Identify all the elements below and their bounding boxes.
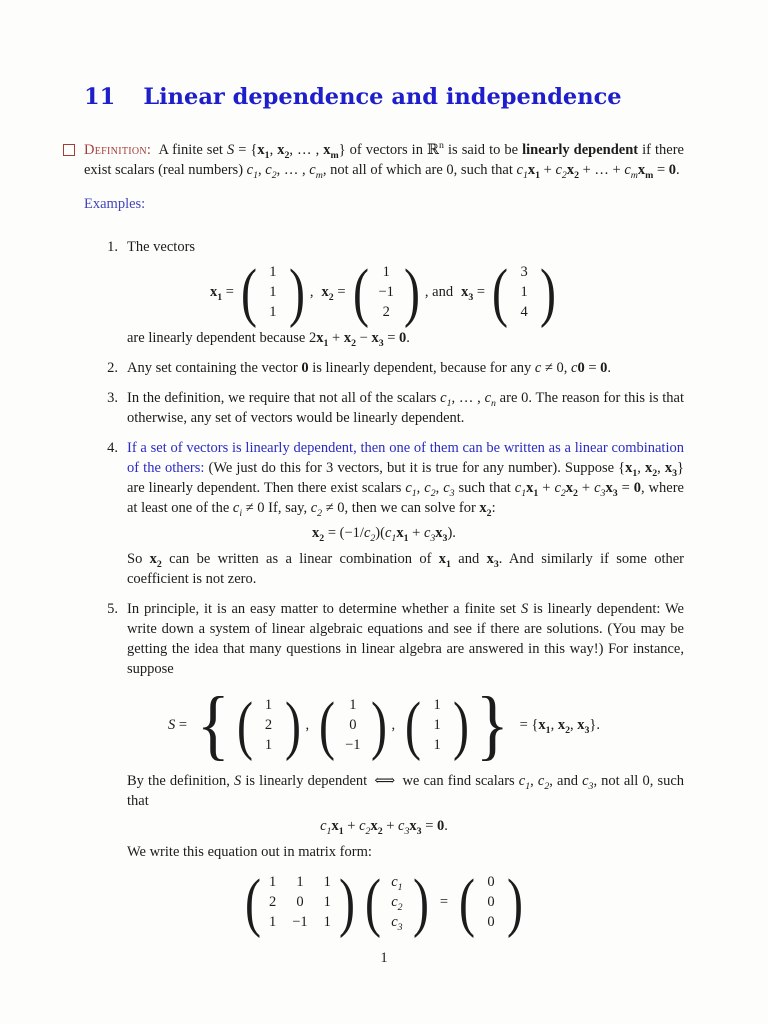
- text-segment: $x_2$: [370, 818, 383, 837]
- text-segment: 0: [600, 360, 608, 376]
- text-segment: is linearly dependent: We write down a system of linear algebraic equations and see if there are solutions. (You may be getting the idea that many questions in linear algebra are answered in this way!) For instance, suppose: [127, 601, 684, 677]
- text-segment: +: [382, 818, 399, 834]
- right-paren-icon: ): [540, 255, 557, 329]
- text-segment: $c_1$: [246, 162, 259, 181]
- text-segment: c: [571, 360, 578, 376]
- definition-paragraph: [84, 140, 684, 180]
- equation-display: [84, 523, 684, 543]
- text-segment: .: [607, 360, 612, 376]
- text-segment: }.: [589, 717, 600, 733]
- text-segment: $c_3$: [398, 818, 410, 837]
- text-segment: $c_2$: [537, 773, 550, 792]
- text-segment: ≠ 0, then we can solve for: [322, 500, 480, 516]
- vector-column: [255, 695, 283, 755]
- vector-entry: [391, 872, 403, 892]
- text-segment: ℝ$^n$: [426, 140, 444, 158]
- text-segment: c: [534, 360, 542, 376]
- text-segment: + … +: [579, 162, 625, 178]
- list-item-3: [84, 388, 684, 428]
- text-segment: =: [584, 360, 601, 376]
- text-segment: $c_2$: [424, 480, 436, 499]
- text-segment: $x_2$: [644, 460, 658, 479]
- vector-entry: 1: [382, 264, 390, 280]
- text-segment: $x_3$: [461, 284, 474, 303]
- separator: ,: [391, 717, 396, 733]
- equals-sign: =: [439, 894, 449, 910]
- text-segment: = {: [519, 717, 539, 733]
- text-segment: $x_2$: [479, 500, 492, 519]
- item-body: [127, 237, 684, 348]
- text-segment: $x_1$: [396, 525, 409, 544]
- page-number: 1: [380, 950, 388, 966]
- vector-entry: 1: [433, 737, 441, 753]
- text-segment: 0: [437, 818, 445, 834]
- text-segment: $x_3$: [605, 480, 618, 499]
- right-paren-icon: ): [507, 865, 524, 939]
- section-number: 11: [84, 84, 116, 110]
- left-paren-icon: (: [236, 688, 253, 762]
- text-segment: $c_2$: [554, 480, 566, 499]
- paragraph: [127, 842, 684, 862]
- item-number: 3.: [107, 390, 118, 406]
- vector-entry: 1: [269, 304, 277, 320]
- text-segment: $x_2$: [557, 717, 570, 736]
- text-segment: are linearly dependent because 2: [127, 330, 317, 346]
- vector-label: [461, 282, 485, 302]
- vector-entry: 0: [487, 914, 495, 930]
- left-paren-icon: (: [240, 255, 257, 329]
- item-number: 2.: [107, 360, 118, 376]
- left-paren-icon: (: [459, 865, 476, 939]
- text-segment: .: [444, 818, 448, 834]
- text-segment: +: [328, 330, 344, 346]
- text-segment: =: [333, 284, 346, 300]
- text-segment: is linearly dependent, because for any: [308, 360, 535, 376]
- text-segment: $c_3$: [391, 914, 403, 933]
- vector-entry: −1: [378, 284, 394, 300]
- item-body: [127, 599, 685, 939]
- column-vector: [351, 255, 422, 329]
- text-segment: In principle, it is an easy matter to determine whether a finite set: [127, 601, 521, 617]
- right-paren-icon: ): [288, 255, 305, 329]
- vector-column: [423, 695, 451, 755]
- vector-entry: 2: [382, 304, 390, 320]
- text-segment: $x_1$: [526, 480, 539, 499]
- right-paren-icon: ): [284, 688, 301, 762]
- text-segment: )(: [375, 525, 385, 541]
- text-segment: , and: [549, 773, 583, 789]
- vector-entry: [391, 912, 403, 932]
- text-segment: is linearly dependent ⟺ we can find scalars: [241, 773, 519, 789]
- text-segment: By the definition,: [127, 773, 235, 789]
- vectors-display: [84, 255, 684, 329]
- page-title: Linear dependence and independence: [143, 84, 622, 110]
- text-segment: 0: [399, 330, 407, 346]
- text-segment: , … ,: [276, 162, 310, 178]
- vector-entry: 1: [269, 264, 277, 280]
- text-segment: $x_3$: [371, 330, 384, 349]
- text-segment: $c_3$: [582, 773, 594, 792]
- matrix-cell: 2: [268, 894, 277, 910]
- matrix-cell: 1: [268, 914, 277, 930]
- text-segment: and: [450, 551, 487, 567]
- text-segment: So: [127, 551, 150, 567]
- matrix-cell: 1: [296, 874, 304, 890]
- text-segment: is said to be: [443, 142, 523, 158]
- text-segment: can be written as a linear combination of: [161, 551, 439, 567]
- right-brace-icon: }: [475, 681, 509, 769]
- text-segment: +: [343, 818, 360, 834]
- text-segment: S: [226, 142, 235, 158]
- text-segment: = {: [234, 142, 258, 158]
- text-segment: $x_2$: [566, 162, 579, 181]
- column-vector: [317, 688, 388, 762]
- paragraph: [127, 599, 684, 679]
- set-label: [168, 715, 187, 735]
- coefficient-matrix: [243, 865, 357, 939]
- text-segment: $c_1$: [514, 480, 527, 499]
- unknowns-vector: [363, 865, 431, 939]
- text-segment: $c_3$: [443, 480, 455, 499]
- text-segment: $x_2$: [277, 142, 290, 161]
- text-segment: $c_2$: [310, 500, 323, 519]
- left-paren-icon: (: [352, 255, 369, 329]
- paragraph: [127, 438, 684, 518]
- text-segment: =: [653, 162, 669, 178]
- matrix-cell: 1: [323, 914, 331, 930]
- set-display: [84, 681, 684, 769]
- text-segment: +: [577, 480, 595, 496]
- text-segment: $c_1$: [405, 480, 417, 499]
- right-paren-icon: ): [338, 865, 355, 939]
- vector-label: [322, 282, 346, 302]
- text-segment: ,: [435, 480, 444, 496]
- item-number: 5.: [107, 601, 118, 617]
- item-body: [127, 388, 684, 428]
- text-segment: $c_2$: [359, 818, 371, 837]
- text-segment: , not all 0, such that: [127, 773, 685, 809]
- text-segment: $x_m$: [637, 162, 654, 181]
- left-paren-icon: (: [364, 865, 381, 939]
- matrix-grid: [263, 872, 337, 932]
- text-segment: =: [383, 330, 400, 346]
- text-segment: If a set of vectors is linearly dependent, then one of them can be written as a linear combination of the others:: [127, 440, 684, 476]
- matrix-cell: 0: [296, 894, 304, 910]
- text-segment: ,: [416, 480, 425, 496]
- text-segment: S: [168, 717, 176, 733]
- text-segment: S: [520, 601, 529, 617]
- text-segment: $x_2$: [565, 480, 578, 499]
- vector-column: [370, 262, 401, 322]
- matrix-cell: −1: [292, 914, 308, 930]
- matrix-cell: 1: [268, 874, 277, 890]
- text-segment: $c_2$: [391, 894, 403, 913]
- text-segment: ≠ 0 If, say,: [242, 500, 311, 516]
- text-segment: ,: [637, 460, 645, 476]
- list-item-1: [84, 237, 684, 348]
- list-item-4: [84, 438, 684, 589]
- vector-column: [337, 695, 368, 755]
- text-segment: $c_1$: [384, 525, 397, 544]
- vector-column: [259, 262, 287, 322]
- paragraph: [127, 771, 684, 811]
- text-segment: (We just do this for 3 vectors, but it is true for any number). Suppose {: [208, 460, 626, 476]
- text-segment: $x_2$: [312, 525, 325, 544]
- vector-column: [510, 262, 538, 322]
- text-segment: are 0. The reason for this is that otherwise, any set of vectors would be linearly dependent.: [127, 390, 684, 426]
- text-segment: $x_3$: [664, 460, 678, 479]
- item-body: [127, 438, 684, 589]
- item-number: 1.: [107, 239, 118, 255]
- text-segment: $x_1$: [331, 818, 344, 837]
- text-segment: $x_2$: [343, 330, 356, 349]
- left-paren-icon: (: [319, 688, 336, 762]
- equation-display: [84, 816, 684, 836]
- text-segment: 0: [668, 162, 677, 178]
- vector-entry: 2: [264, 717, 273, 733]
- text-segment: $x_1$: [209, 284, 223, 303]
- text-segment: ,: [569, 717, 578, 733]
- text-segment: ,: [657, 460, 665, 476]
- vector-entry: 1: [269, 284, 277, 300]
- section-heading: [84, 84, 684, 110]
- text-segment: , not all of which are 0, such that: [322, 162, 517, 178]
- text-segment: −: [356, 330, 372, 346]
- text-segment: +: [540, 162, 556, 178]
- separator: ,: [305, 717, 310, 733]
- separator: ,: [309, 284, 314, 300]
- item-body: [127, 358, 684, 378]
- item-number: 4.: [107, 440, 118, 456]
- text-segment: if there exist scalars (real numbers): [84, 142, 684, 178]
- text-segment: $c_3$: [423, 525, 436, 544]
- paragraph: [127, 549, 684, 589]
- right-paren-icon: ): [370, 688, 387, 762]
- text-segment: $c_1$: [320, 818, 332, 837]
- right-paren-icon: ): [453, 688, 470, 762]
- text-segment: , where at least one of the: [127, 480, 684, 516]
- text-segment: =: [473, 284, 486, 300]
- text-segment: $x_1$: [257, 142, 270, 161]
- vector-entry: 1: [433, 697, 441, 713]
- text-segment: ,: [269, 142, 278, 158]
- set-tail: [520, 715, 600, 735]
- checkbox-icon: [63, 144, 75, 156]
- text-segment: .: [676, 162, 680, 178]
- right-paren-icon: ): [412, 865, 429, 939]
- text-segment: $x_1$: [625, 460, 638, 479]
- text-segment: $x_1$: [316, 330, 329, 349]
- text-segment: $c_2$: [363, 525, 376, 544]
- vector-entry: 1: [520, 284, 528, 300]
- text-segment: =: [617, 480, 634, 496]
- vector-entry: 4: [520, 304, 528, 320]
- list-item-5: [84, 599, 685, 939]
- paragraph: [127, 237, 684, 257]
- paragraph: [127, 328, 684, 348]
- text-segment: $x_1$: [438, 551, 451, 570]
- left-paren-icon: (: [405, 688, 422, 762]
- text-segment: $x_3$: [577, 717, 590, 736]
- text-segment: :: [491, 500, 496, 516]
- text-segment: 0: [633, 480, 641, 496]
- separator: , and: [424, 284, 454, 300]
- text-segment: .: [406, 330, 410, 346]
- text-segment: $x_1$: [527, 162, 541, 181]
- right-paren-icon: ): [403, 255, 420, 329]
- text-segment: $c_i$: [232, 500, 243, 519]
- vector-entry: 1: [349, 697, 357, 713]
- matrix-equation: [84, 865, 684, 939]
- text-segment: =: [175, 717, 188, 733]
- text-segment: = (−1/: [324, 525, 364, 541]
- column-vector: [235, 688, 303, 762]
- left-paren-icon: (: [244, 865, 261, 939]
- vector-entry: 0: [487, 874, 495, 890]
- text-segment: =: [222, 284, 234, 300]
- text-segment: $c_m$: [309, 162, 323, 181]
- vector-entry: 1: [264, 737, 273, 753]
- text-segment: $x_2$: [321, 284, 334, 303]
- column-vector: [239, 255, 307, 329]
- paragraph: [127, 358, 684, 378]
- text-segment: $c_1$: [516, 162, 528, 181]
- zero-vector: [457, 865, 525, 939]
- text-segment: Definition:: [84, 142, 152, 158]
- examples-label: Examples:: [84, 196, 146, 212]
- text-segment: S: [234, 773, 242, 789]
- definition-text: [84, 140, 684, 181]
- text-segment: 0: [301, 360, 309, 376]
- text-segment: such that: [454, 480, 515, 496]
- vector-column: [477, 872, 505, 932]
- vector-entry: 1: [264, 697, 273, 713]
- text-segment: We write this equation out in matrix form:: [127, 844, 372, 860]
- text-segment: ).: [447, 525, 456, 541]
- text-segment: linearly dependent: [522, 142, 639, 158]
- text-segment: Any set containing the vector: [127, 360, 302, 376]
- text-segment: +: [408, 525, 424, 541]
- matrix-cell: 1: [323, 894, 331, 910]
- text-segment: $c_1$: [440, 390, 452, 409]
- text-segment: $c_1$: [518, 773, 531, 792]
- text-segment: $x_3$: [435, 525, 448, 544]
- text-segment: . And similarly if some other coefficient is not zero.: [127, 551, 684, 587]
- vector-label: [210, 282, 234, 302]
- text-segment: } are linearly dependent. Then there exist scalars: [127, 460, 685, 496]
- vector-column: [383, 872, 411, 932]
- text-segment: $c_n$: [484, 390, 496, 409]
- text-segment: A finite set: [151, 142, 227, 158]
- text-segment: ,: [550, 717, 558, 733]
- text-segment: +: [538, 480, 555, 496]
- matrix-cell: 1: [323, 874, 331, 890]
- column-vector: [403, 688, 471, 762]
- text-segment: , … ,: [451, 390, 485, 406]
- text-segment: $x_2$: [149, 551, 162, 570]
- text-segment: $x_3$: [409, 818, 422, 837]
- column-vector: [490, 255, 558, 329]
- list-item-2: [84, 358, 684, 378]
- text-segment: 0: [577, 360, 585, 376]
- vector-entry: 1: [433, 717, 441, 733]
- left-paren-icon: (: [492, 255, 509, 329]
- vector-entry: [391, 892, 403, 912]
- vector-entry: 0: [487, 894, 495, 910]
- vector-entry: −1: [345, 737, 361, 753]
- text-segment: ,: [530, 773, 538, 789]
- text-segment: $c_2$: [555, 162, 567, 181]
- text-segment: $c_1$: [391, 874, 403, 893]
- text-segment: $c_m$: [624, 162, 638, 181]
- text-segment: $x_1$: [538, 717, 551, 736]
- vector-entry: 0: [349, 717, 357, 733]
- text-segment: ,: [258, 162, 266, 178]
- left-brace-icon: {: [196, 681, 230, 769]
- text-segment: $x_3$: [486, 551, 499, 570]
- text-segment: $c_3$: [594, 480, 606, 499]
- text-segment: $x_m$: [323, 142, 339, 161]
- text-segment: =: [421, 818, 438, 834]
- text-segment: $c_2$: [265, 162, 277, 181]
- text-segment: } of vectors in: [338, 142, 427, 158]
- text-segment: In the definition, we require that not all of the scalars: [127, 390, 441, 406]
- text-segment: , … ,: [289, 142, 324, 158]
- paragraph: [127, 388, 684, 428]
- text-segment: ≠ 0,: [541, 360, 572, 376]
- text-segment: The vectors: [127, 239, 196, 255]
- vector-entry: 3: [520, 264, 528, 280]
